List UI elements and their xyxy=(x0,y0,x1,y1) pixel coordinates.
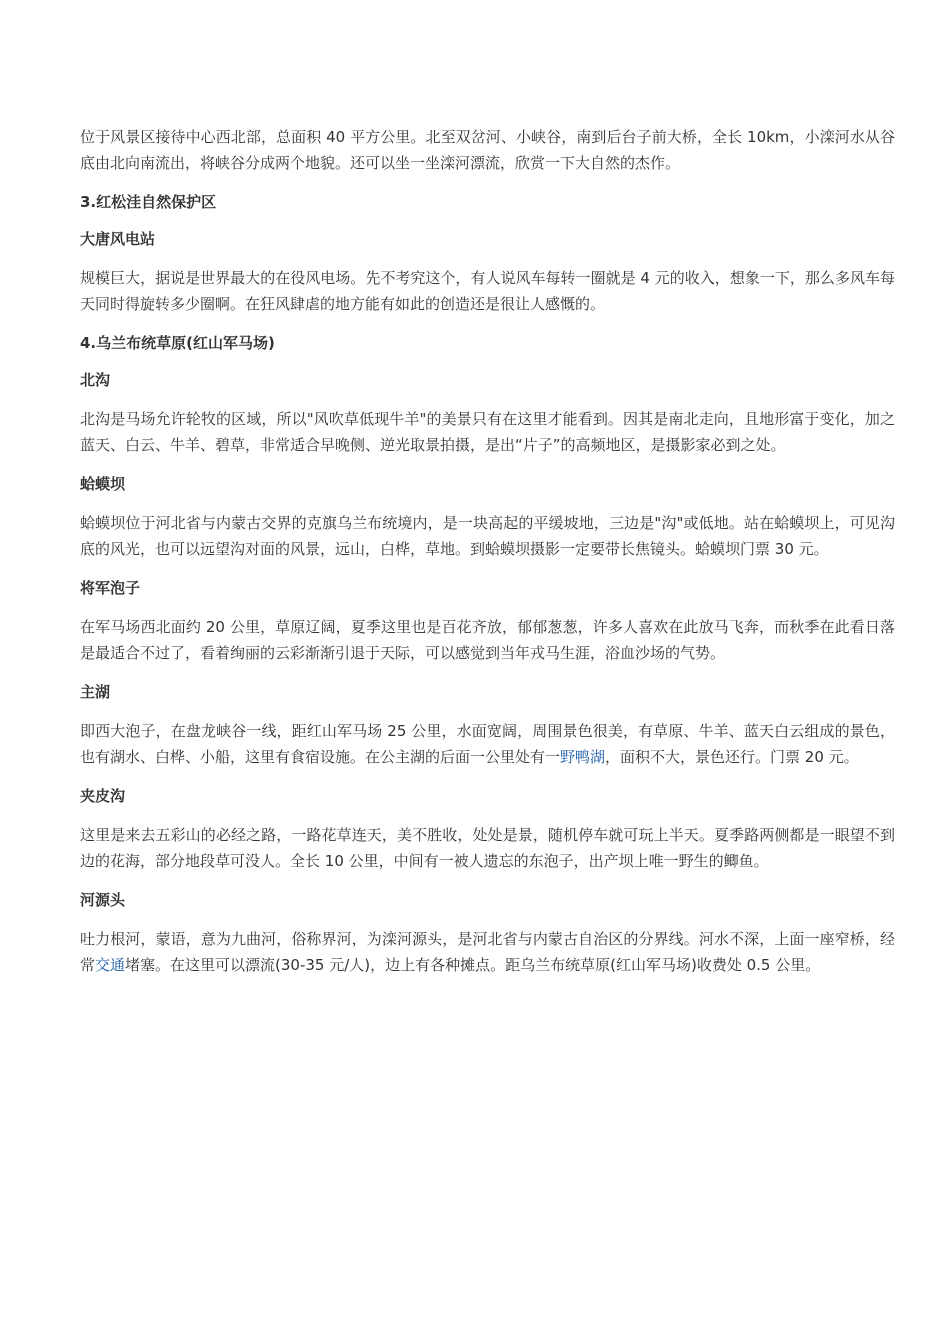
subheading-beigou: 北沟 xyxy=(80,371,111,389)
paragraph-zhuhu-text-before: 即西大泡子，在盘龙峡谷一线，距红山军马场 25 公里，水面宽阔，周围景色很美，有草原、牛羊、蓝天白云组成的景色，也有湖水、白桦、小船，这里有食宿设施。在公主湖的后面一公里处有一 xyxy=(80,722,895,766)
paragraph-heyuantou xyxy=(80,926,895,978)
paragraph-heyuantou-text-before: 吐力根河，蒙语，意为九曲河，俗称界河，为滦河源头，是河北省与内蒙古自治区的分界线。河水不深，上面一座窄桥，经常 xyxy=(80,930,895,974)
paragraph-beigou: 北沟是马场允许轮牧的区域，所以"风吹草低现牛羊"的美景只有在这里才能看到。因其是南北走向，且地形富于变化，加之蓝天、白云、牛羊、碧草，非常适合早晚侧、逆光取景拍摄，是出“片子”的高频地区，是摄影家必到之处。 xyxy=(80,410,895,454)
link-jiaotong[interactable]: 交通 xyxy=(95,956,126,974)
subheading-datang-wind-farm: 大唐风电站 xyxy=(80,230,156,248)
subheading-jiapigou: 夹皮沟 xyxy=(80,787,126,805)
subheading-hamaba: 蛤蟆坝 xyxy=(80,475,126,493)
section-heading-wulanbutong: 4.乌兰布统草原(红山军马场) xyxy=(80,334,275,352)
paragraph-hamaba: 蛤蟆坝位于河北省与内蒙古交界的克旗乌兰布统境内，是一块高起的平缓坡地，三边是"沟"或低地。站在蛤蟆坝上，可见沟底的风光，也可以远望沟对面的风景，远山，白桦，草地。到蛤蟆坝摄影一定要带长焦镜头。蛤蟆坝门票 30 元。 xyxy=(80,514,895,558)
paragraph-jiangjun-paozi: 在军马场西北面约 20 公里，草原辽阔，夏季这里也是百花齐放，郁郁葱葱，许多人喜欢在此放马飞奔，而秋季在此看日落是最适合不过了，看着绚丽的云彩渐渐引退于天际，可以感觉到当年戎马生涯，浴血沙场的气势。 xyxy=(80,618,895,662)
paragraph-zhuhu xyxy=(80,718,895,770)
subheading-heyuantou: 河源头 xyxy=(80,891,126,909)
subheading-zhuhu: 主湖 xyxy=(80,683,111,701)
link-yeyahu[interactable]: 野鸭湖 xyxy=(560,748,606,766)
paragraph-zhuhu-text-after: ，面积不大，景色还行。门票 20 元。 xyxy=(605,748,859,766)
section-heading-hongsongwa: 3.红松洼自然保护区 xyxy=(80,193,217,211)
paragraph-jiapigou: 这里是来去五彩山的必经之路，一路花草连天，美不胜收，处处是景，随机停车就可玩上半天。夏季路两侧都是一眼望不到边的花海，部分地段草可没人。全长 10 公里，中间有一被人遗忘的东泡子，出产坝上唯一野生的鲫鱼。 xyxy=(80,826,895,870)
document-body xyxy=(80,124,895,993)
subheading-jiangjun-paozi: 将军泡子 xyxy=(80,579,141,597)
paragraph-xiaoxiagu: 位于风景区接待中心西北部，总面积 40 平方公里。北至双岔河、小峡谷，南到后台子前大桥，全长 10km，小滦河水从谷底由北向南流出，将峡谷分成两个地貌。还可以坐一坐滦河漂流，欣赏一下大自然的杰作。 xyxy=(80,128,895,172)
paragraph-datang-wind-farm: 规模巨大，据说是世界最大的在役风电场。先不考究这个，有人说风车每转一圈就是 4 元的收入，想象一下，那么多风车每天同时得旋转多少圈啊。在狂风肆虐的地方能有如此的创造还是很让人感慨的。 xyxy=(80,269,895,313)
paragraph-heyuantou-text-after: 堵塞。在这里可以漂流(30-35 元/人)，边上有各种摊点。距乌兰布统草原(红山军马场)收费处 0.5 公里。 xyxy=(125,956,821,974)
